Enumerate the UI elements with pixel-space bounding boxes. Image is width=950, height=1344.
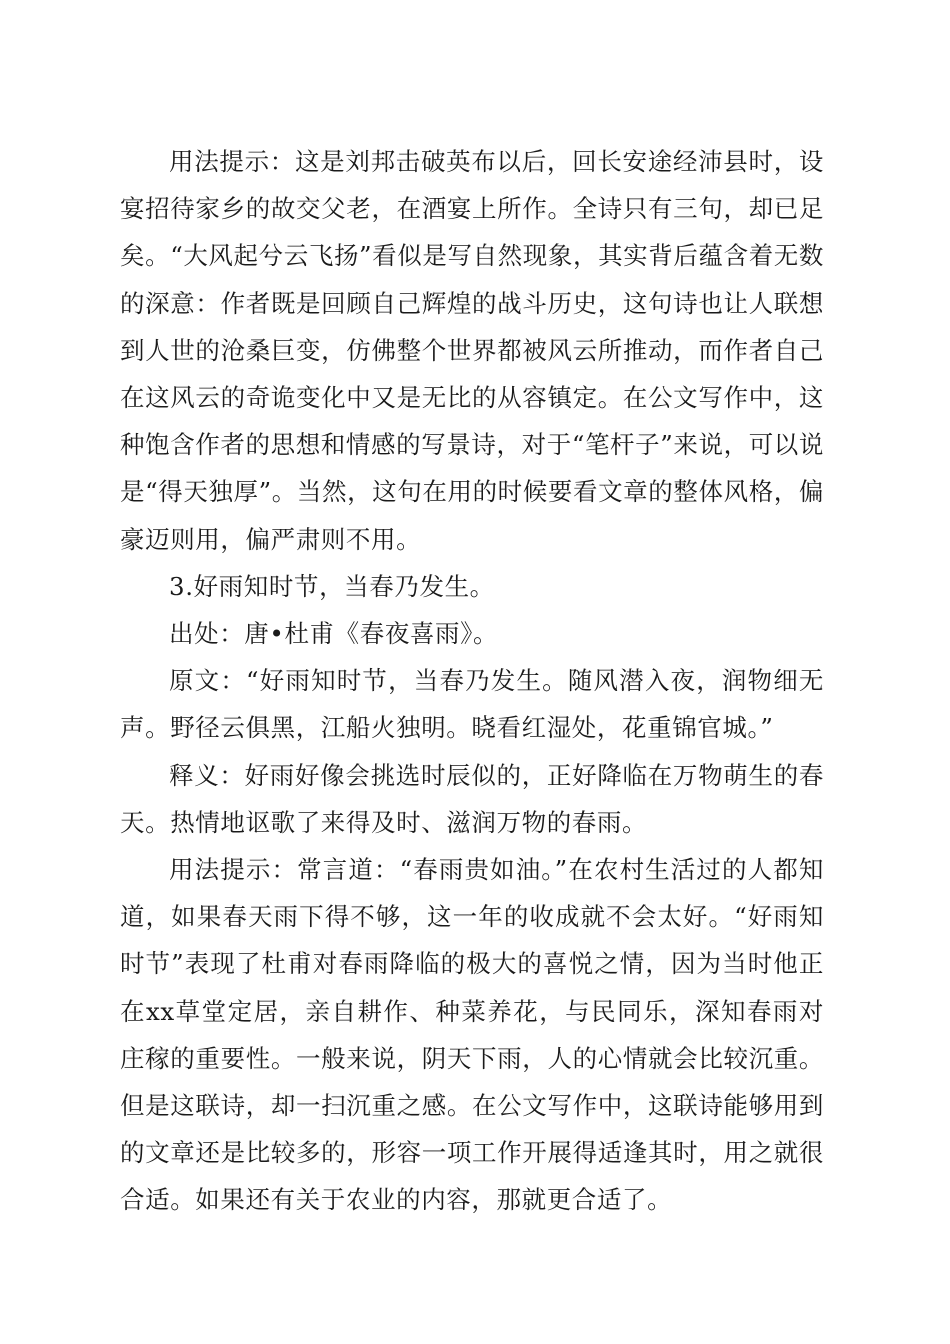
paragraph-source: 出处：唐•杜甫《春夜喜雨》。 (169, 619, 499, 649)
paragraph-original-text: 原文：“好雨知时节，当春乃发生。随风潜入夜，润物细无声。野径云俱黑，江船火独明。晓看红湿处，花重锦官城。” (120, 666, 824, 743)
paragraph-interpretation: 释义：好雨好像会挑选时辰似的，正好降临在万物萌生的春天。热情地讴歌了来得及时、滋润万物的春雨。 (120, 760, 824, 837)
paragraph-poem-heading: 3.好雨知时节，当春乃发生。 (169, 571, 495, 601)
paragraph-usage-tip-chunye: 用法提示：常言道：“春雨贵如油。”在农村生活过的人都知道，如果春天雨下得不够，这一年的收成就不会太好。“好雨知时节”表现了杜甫对春雨降临的极大的喜悦之情，因为当时他正在xx草堂定居，亲自耕作、种菜养花，与民同乐，深知春雨对庄稼的重要性。一般来说，阴天下雨，人的心情就会比较沉重。但是这联诗，却一扫沉重之感。在公文写作中，这联诗能够用到的文章还是比较多的，形容一项工作开展得适逢其时，用之就很合适。如果还有关于农业的内容，那就更合适了。 (120, 855, 824, 1215)
document-page (120, 138, 824, 1224)
paragraph-usage-tip-dafengge: 用法提示：这是刘邦击破英布以后，回长安途经沛县时，设宴招待家乡的故交父老，在酒宴上所作。全诗只有三句，却已足矣。“大风起兮云飞扬”看似是写自然现象，其实背后蕴含着无数的深意：作者既是回顾自己辉煌的战斗历史，这句诗也让人联想到人世的沧桑巨变，仿佛整个世界都被风云所推动，而作者自己在这风云的奇诡变化中又是无比的从容镇定。在公文写作中，这种饱含作者的思想和情感的写景诗，对于“笔杆子”来说，可以说是“得天独厚”。当然，这句在用的时候要看文章的整体风格，偏豪迈则用，偏严肃则不用。 (120, 147, 824, 554)
